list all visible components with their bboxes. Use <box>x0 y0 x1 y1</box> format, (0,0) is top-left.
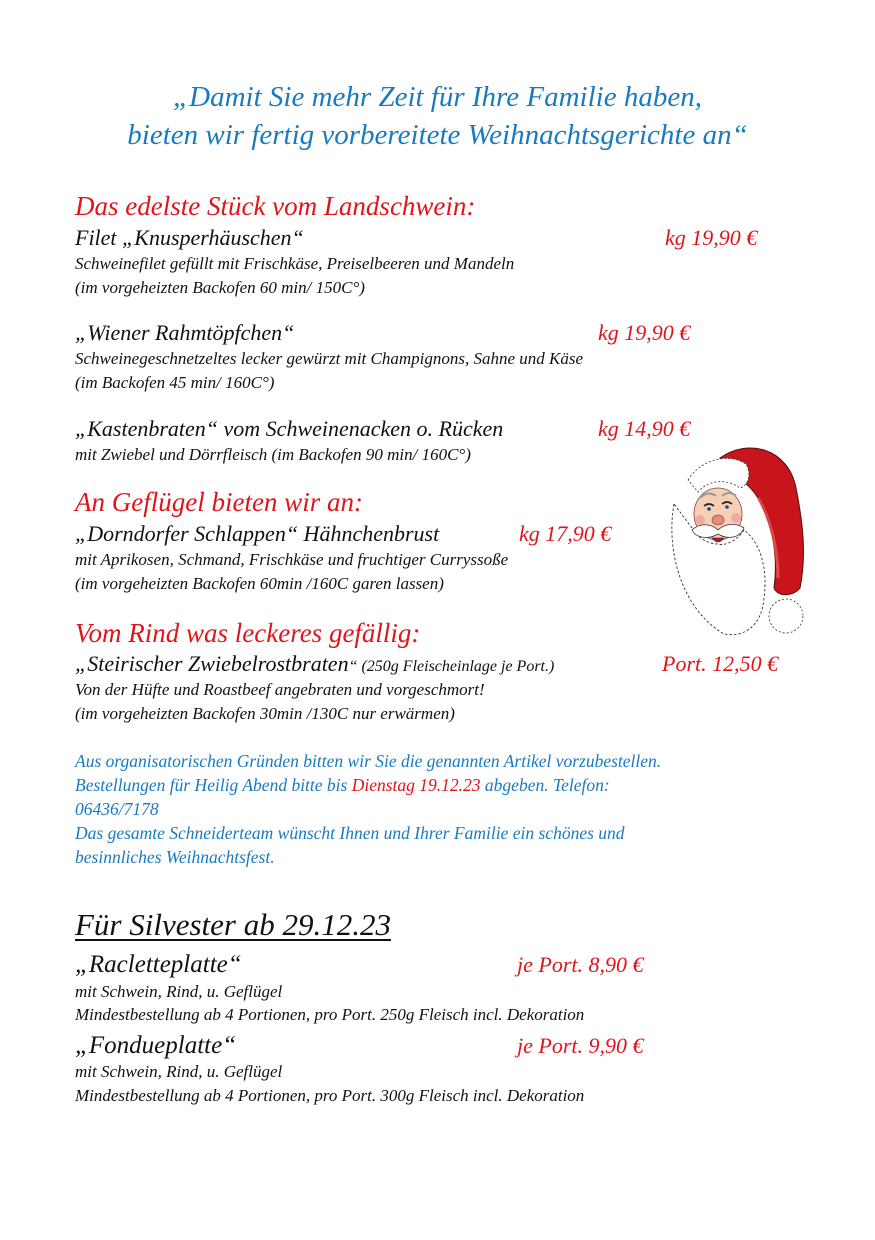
order-note-line-2b: abgeben. Telefon: <box>480 775 610 795</box>
item-desc-kastenbraten-1: mit Zwiebel und Dörrfleisch (im Backofen 90 min/ 160C°) <box>75 445 471 464</box>
section-heading-beef: Vom Rind was leckeres gefällig: <box>75 618 421 648</box>
section-heading-silvester: Für Silvester ab 29.12.23 <box>75 907 391 942</box>
order-note-line-2a: Bestellungen für Heilig Abend bitte bis <box>75 775 352 795</box>
item-price-zwiebelrostbraten: Port. 12,50 € <box>662 651 779 676</box>
item-desc-knusperhaeuschen-1: Schweinefilet gefüllt mit Frischkäse, Preiselbeeren und Mandeln <box>75 254 515 273</box>
item-price-racletteplatte: je Port. 8,90 € <box>517 952 644 977</box>
item-desc-rahmtoepfchen-2: (im Backofen 45 min/ 160C°) <box>75 373 275 392</box>
item-price-fondueplatte: je Port. 9,90 € <box>517 1033 644 1058</box>
item-desc-rahmtoepfchen-1: Schweinegeschnetzeltes lecker gewürzt mit Champignons, Sahne und Käse <box>75 349 584 368</box>
item-price-knusperhaeuschen: kg 19,90 € <box>665 225 758 250</box>
item-name-dorndorfer-schlappen: „Dorndorfer Schlappen“ Hähnchenbrust <box>75 521 440 546</box>
item-price-dorndorfer-schlappen: kg 17,90 € <box>519 521 612 546</box>
order-phone: 06436/7178 <box>75 799 159 819</box>
item-name-racletteplatte: „Racletteplatte“ <box>75 951 242 978</box>
item-price-rahmtoepfchen: kg 19,90 € <box>598 320 691 345</box>
item-desc-racletteplatte-1: mit Schwein, Rind, u. Geflügel <box>75 982 283 1001</box>
order-deadline: Dienstag 19.12.23 <box>351 775 481 795</box>
section-heading-pork: Das edelste Stück vom Landschwein: <box>75 191 476 221</box>
item-price-kastenbraten: kg 14,90 € <box>598 416 691 441</box>
santa-claus-icon <box>628 438 804 644</box>
item-desc-racletteplatte-2: Mindestbestellung ab 4 Portionen, pro Port. 250g Fleisch incl. Dekoration <box>75 1005 585 1024</box>
item-name-kastenbraten: „Kastenbraten“ vom Schweinenacken o. Rücken <box>75 416 504 441</box>
order-note-line-5: besinnliches Weihnachtsfest. <box>75 847 275 867</box>
item-desc-zwiebelrostbraten-2: (im vorgeheizten Backofen 30min /130C nur erwärmen) <box>75 704 455 723</box>
section-heading-poultry: An Geflügel bieten wir an: <box>75 487 363 517</box>
item-desc-dorndorfer-schlappen-1: mit Aprikosen, Schmand, Frischkäse und fruchtiger Curryssoße <box>75 550 509 569</box>
order-note-line-4: Das gesamte Schneiderteam wünscht Ihnen und Ihrer Familie ein schönes und <box>75 823 625 843</box>
item-name-row-zwiebelrostbraten <box>75 651 554 677</box>
headline-line-1: „Damit Sie mehr Zeit für Ihre Familie haben, <box>173 81 702 113</box>
order-note-line-1: Aus organisatorischen Gründen bitten wir Sie die genannten Artikel vorzubestellen. <box>75 751 662 771</box>
item-desc-knusperhaeuschen-2: (im vorgeheizten Backofen 60 min/ 150C°) <box>75 278 365 297</box>
order-note-line-2 <box>75 775 610 796</box>
item-name-suffix-zwiebelrostbraten: “ (250g Fleischeinlage je Port.) <box>348 658 555 675</box>
item-desc-fondueplatte-1: mit Schwein, Rind, u. Geflügel <box>75 1062 283 1081</box>
item-desc-dorndorfer-schlappen-2: (im vorgeheizten Backofen 60min /160C garen lassen) <box>75 574 444 593</box>
item-name-zwiebelrostbraten: „Steirischer Zwiebelrostbraten <box>75 651 349 676</box>
item-name-knusperhaeuschen: Filet „Knusperhäuschen“ <box>75 225 304 250</box>
item-name-fondueplatte: „Fondueplatte“ <box>75 1032 237 1059</box>
item-desc-fondueplatte-2: Mindestbestellung ab 4 Portionen, pro Port. 300g Fleisch incl. Dekoration <box>75 1086 585 1105</box>
headline-line-2: bieten wir fertig vorbereitete Weihnachtsgerichte an“ <box>127 119 748 151</box>
item-desc-zwiebelrostbraten-1: Von der Hüfte und Roastbeef angebraten und vorgeschmort! <box>75 680 485 699</box>
item-name-rahmtoepfchen: „Wiener Rahmtöpfchen“ <box>75 320 295 345</box>
